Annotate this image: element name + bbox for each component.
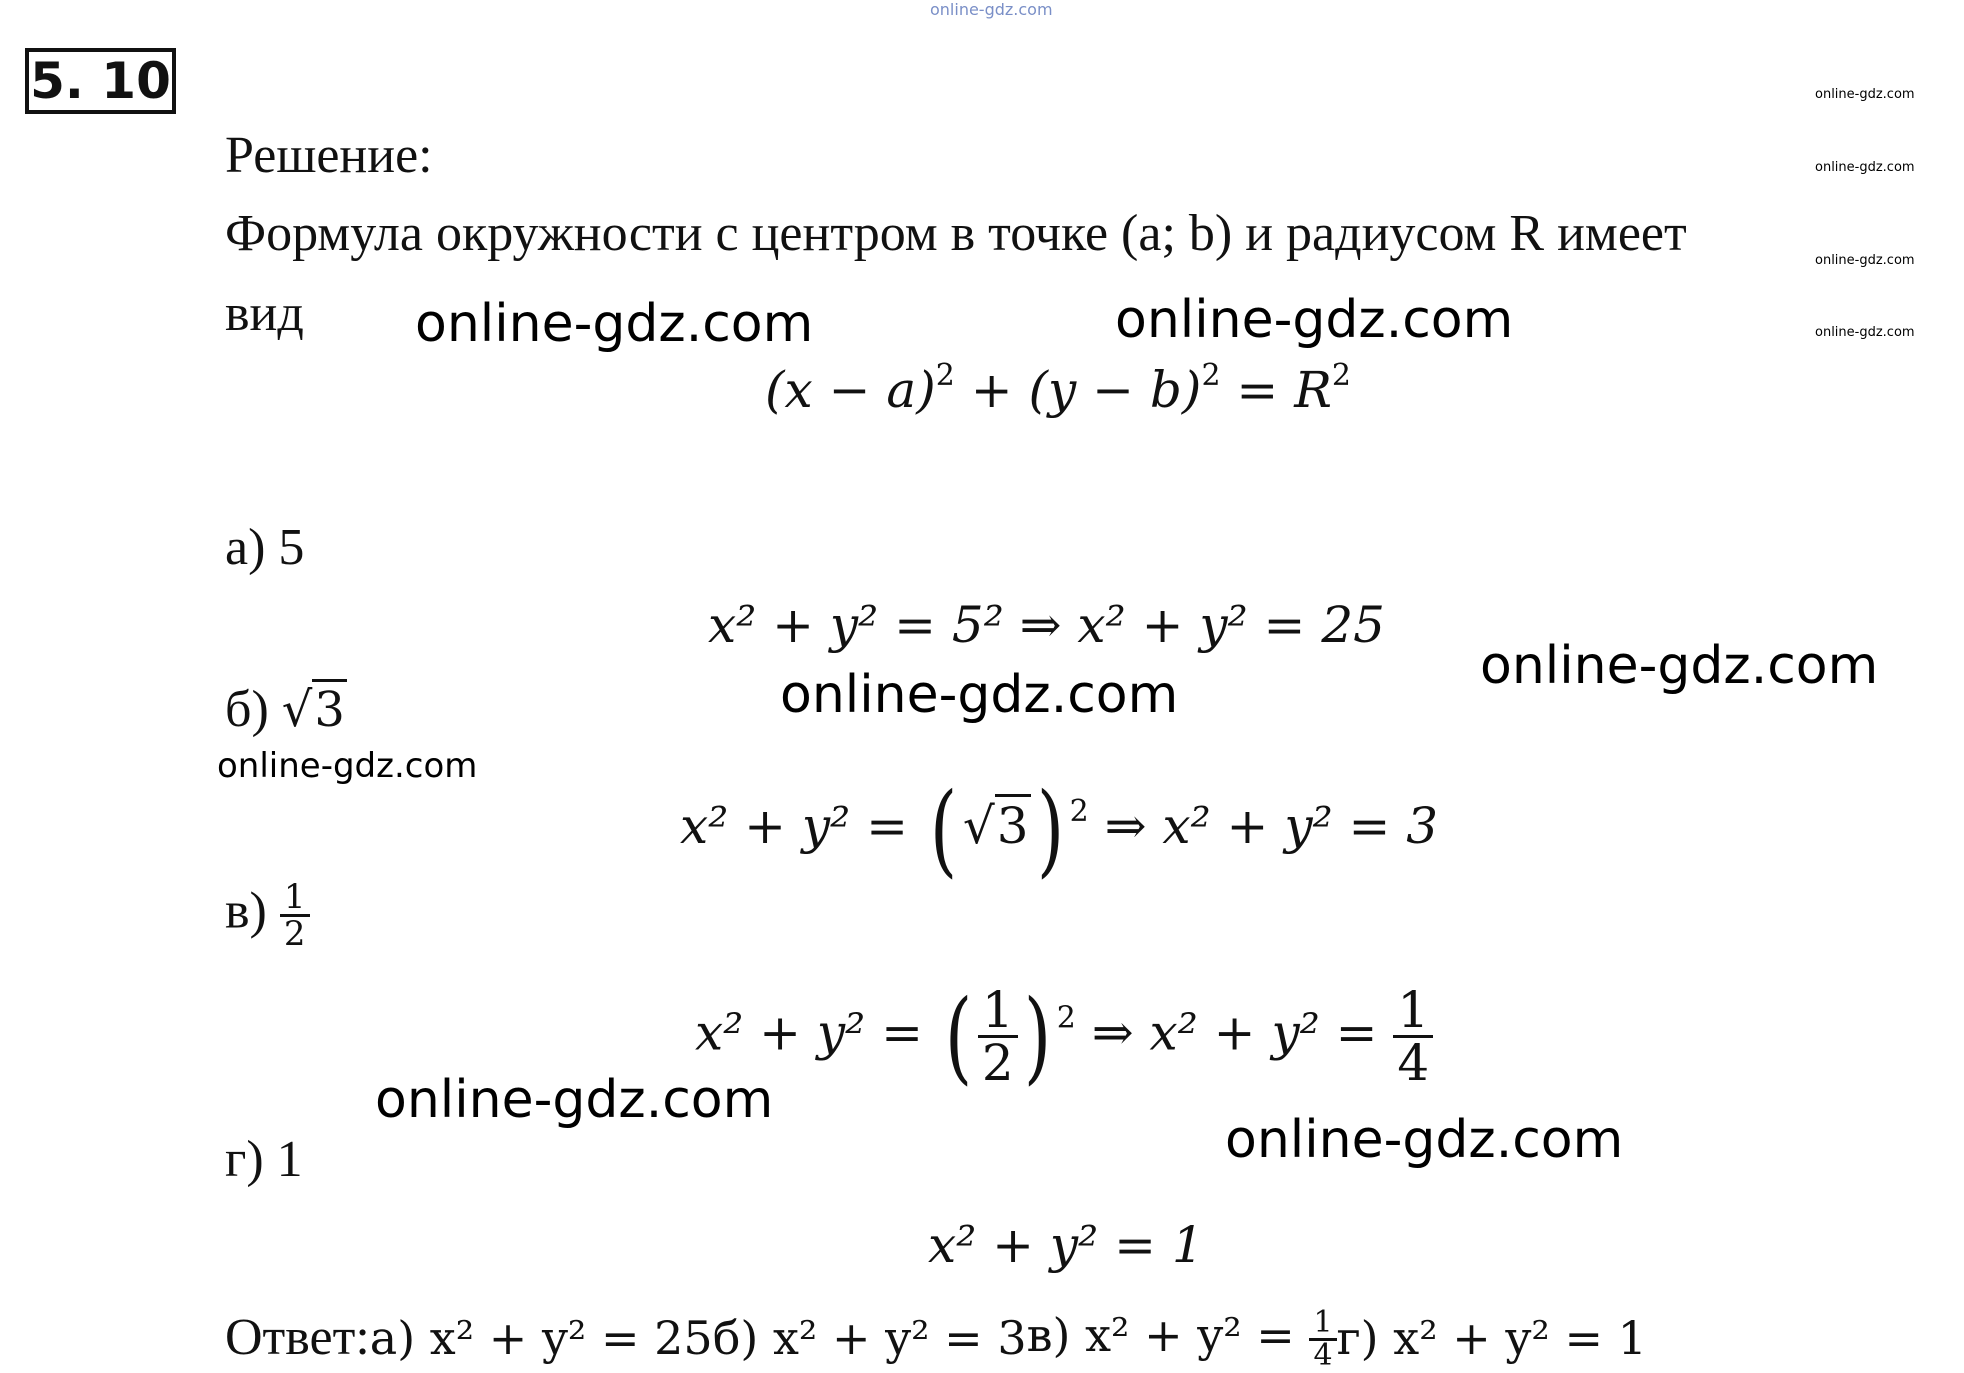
top-watermark: online-gdz.com: [930, 0, 1053, 19]
watermark: online-gdz.com: [415, 294, 814, 354]
watermark: online-gdz.com: [1480, 636, 1879, 696]
intro-line-1: Формула окружности с центром в точке (a; b) и радиусом R имеет: [225, 205, 1687, 262]
watermark: online-gdz.com: [375, 1070, 774, 1130]
part-d-label: г) 1: [225, 1131, 303, 1188]
answer-prefix: Ответ:: [225, 1308, 370, 1366]
watermark-small: online-gdz.com: [1815, 160, 1915, 175]
part-b-label: б) √3: [225, 681, 345, 738]
intro-line-2: вид: [225, 285, 304, 342]
watermark: online-gdz.com: [1225, 1110, 1624, 1170]
part-d-formula: x² + y² = 1: [928, 1216, 1204, 1274]
part-c-label: в) $\frac{1}{2}$: [225, 880, 310, 951]
answer-b: б) x² + y² = 3: [712, 1310, 1027, 1365]
solution-heading: Решение:: [225, 127, 433, 184]
part-c-formula: x² + y² = ( $\frac{1}{2}$ ) $^2$ ⇒ x² + y² = $\frac{1}{4}$: [695, 985, 1433, 1088]
watermark: online-gdz.com: [780, 665, 1179, 725]
answer-d: г) x² + y² = 1: [1336, 1310, 1647, 1365]
answer-a: а) x² + y² = 25: [369, 1310, 713, 1365]
answer-c: в) x² + y² = $\frac{1}{4}$: [1027, 1305, 1337, 1371]
watermark-small: online-gdz.com: [1815, 325, 1915, 340]
part-b-formula: x² + y² = ( √3) $^2$ ⇒ x² + y² = 3: [680, 771, 1439, 888]
watermark-small: online-gdz.com: [1815, 253, 1915, 268]
watermark: online-gdz.com: [1115, 290, 1514, 350]
part-a-label: а) 5: [225, 519, 305, 576]
part-a-formula: x² + y² = 5² ⇒ x² + y² = 25: [708, 596, 1385, 654]
watermark: online-gdz.com: [217, 746, 478, 786]
problem-number: 5. 10: [25, 48, 176, 114]
watermark-small: online-gdz.com: [1815, 87, 1915, 102]
answer-line: [225, 1305, 1647, 1371]
general-circle-formula: $(x - a)^2 + (y - b)^2 = R^2$: [765, 358, 1351, 419]
